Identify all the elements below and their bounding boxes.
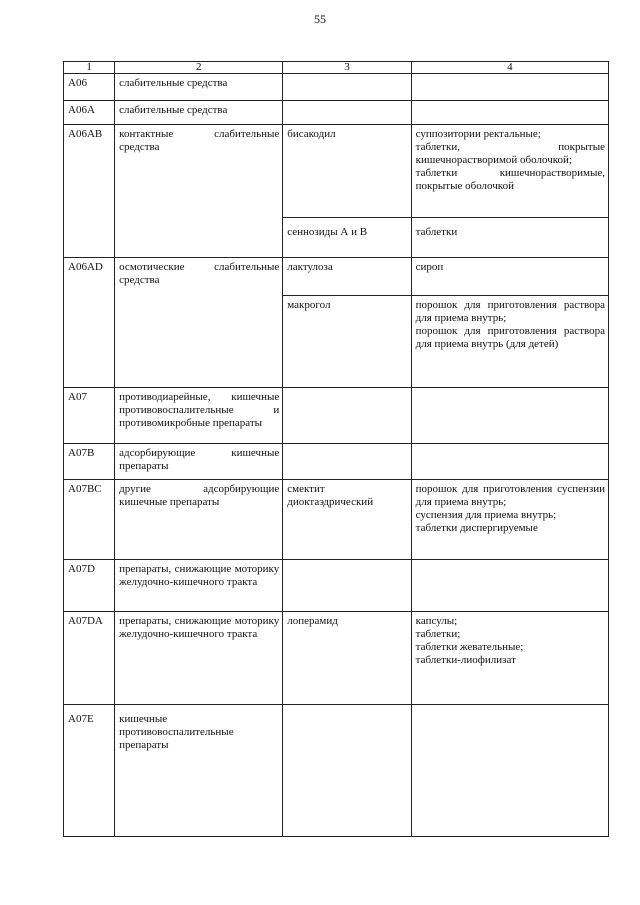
table-row [64,125,609,218]
dosage-forms [411,296,608,388]
group-name: другие адсорбирующие кишечные препараты [115,480,283,560]
group-name: противодиарейные, кишечные противовоспалительные и противомикробные препараты [115,388,283,444]
group-name: адсорбирующие кишечные препараты [115,444,283,480]
substance-name [283,101,411,125]
dosage-form-item: таблетки кишечнорастворимые, покрытые оболочкой [415,167,605,192]
table-row [64,480,609,560]
dosage-forms [411,612,608,705]
atc-code: A07BC [64,480,115,560]
atc-code: A07DA [64,612,115,705]
dosage-forms [411,125,608,218]
substance-name: смектит диоктаэдрический [283,480,411,560]
dosage-form-item: таблетки жевательные; [415,641,524,653]
group-name: препараты, снижающие моторику желудочно-кишечного тракта [115,560,283,612]
atc-code: A07 [64,388,115,444]
drug-classification-table [63,61,609,837]
substance-name: сеннозиды А и В [283,218,411,258]
table-row [64,74,609,101]
table-row [64,612,609,705]
table-row [64,101,609,125]
group-name: слабительные средства [115,74,283,101]
atc-code: A06A [64,101,115,125]
atc-code: A07E [64,705,115,837]
dosage-forms [411,388,608,444]
table-header-row [64,62,609,74]
substance-name [283,444,411,480]
dosage-form-item: сироп [415,261,444,273]
group-name: контактные слабительные средства [115,125,283,258]
column-header: 3 [283,62,411,74]
dosage-forms [411,705,608,837]
substance-name [283,388,411,444]
atc-code: A06AD [64,258,115,388]
dosage-form-item: порошок для приготовления раствора для приема внутрь (для детей) [415,325,605,350]
dosage-forms [411,74,608,101]
dosage-form-item: таблетки; [415,628,461,640]
column-header: 4 [411,62,608,74]
table-row [64,444,609,480]
page-number: 55 [314,12,326,26]
group-name: осмотические слабительные средства [115,258,283,388]
dosage-forms [411,444,608,480]
substance-name [283,560,411,612]
substance-name [283,705,411,837]
dosage-form-item: суспензия для приема внутрь; [415,509,557,521]
dosage-form-item: таблетки [415,226,458,238]
dosage-forms [411,258,608,296]
group-name: слабительные средства [115,101,283,125]
substance-name: лоперамид [283,612,411,705]
atc-code: A07B [64,444,115,480]
column-header: 1 [64,62,115,74]
dosage-form-item: порошок для приготовления раствора для приема внутрь; [415,299,605,324]
group-name: препараты, снижающие моторику желудочно-кишечного тракта [115,612,283,705]
dosage-forms [411,560,608,612]
dosage-form-item: суппозитории ректальные; [415,128,541,140]
substance-name: макрогол [283,296,411,388]
table-row [64,560,609,612]
atc-code: A06AB [64,125,115,258]
column-header: 2 [115,62,283,74]
table-row [64,258,609,296]
dosage-form-item: таблетки-лиофилизат [415,654,516,666]
substance-name: лактулоза [283,258,411,296]
substance-name: бисакодил [283,125,411,218]
atc-code: A06 [64,74,115,101]
dosage-form-item: порошок для приготовления суспензии для приема внутрь; [415,483,605,508]
dosage-form-item: таблетки диспергируемые [415,522,538,534]
table-row [64,705,609,837]
substance-name [283,74,411,101]
dosage-form-item: капсулы; [415,615,458,627]
atc-code: A07D [64,560,115,612]
group-name: кишечные противовоспалительные препараты [115,705,283,837]
dosage-forms [411,101,608,125]
dosage-forms [411,218,608,258]
dosage-forms [411,480,608,560]
table-row [64,388,609,444]
dosage-form-item: таблетки, покрытые кишечнорастворимой оболочкой; [415,141,605,166]
